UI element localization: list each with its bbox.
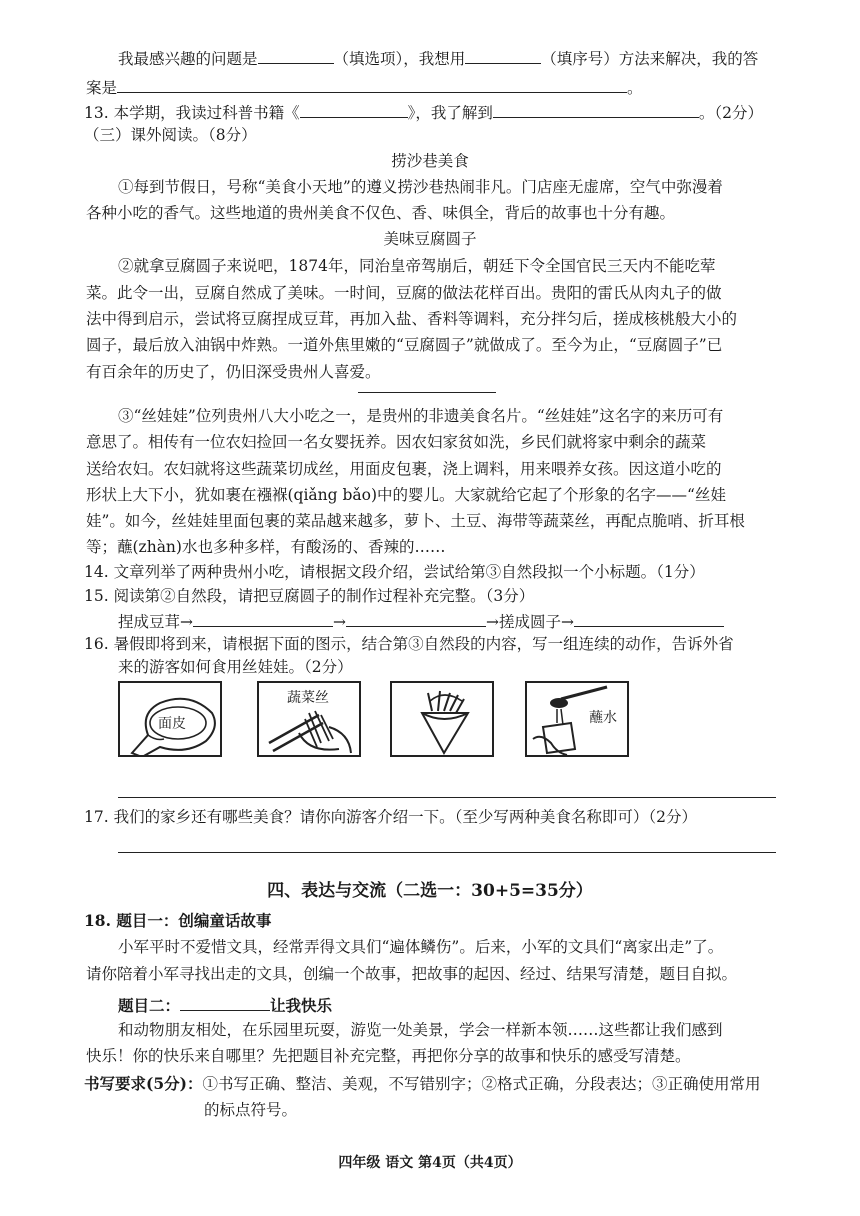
picture-wrapper <box>118 681 222 757</box>
para1-line1: ①每到节假日，号称“美食小天地”的遵义捞沙巷热闹非凡。门店座无虚席，空气中弥漫着 <box>118 178 723 196</box>
picture-label-wrapper: 面皮 <box>158 716 186 732</box>
para2-line5: 有百余年的历史了，仍旧深受贵州人喜爱。 <box>86 363 381 381</box>
q15-blank-step3[interactable] <box>346 609 486 627</box>
q18-topic2-title-a: 题目二： <box>118 996 181 1015</box>
q12-line1 <box>118 46 758 70</box>
q18-requirements-label: 书写要求(5分)： <box>84 1074 203 1093</box>
q12-line2 <box>86 75 643 99</box>
para3-line5: 娃”。如今，丝娃娃里面包裹的菜品越来越多，萝卜、土豆、海带等蔬菜丝，再配点脆哨、折耳根 <box>86 512 745 530</box>
q18-topic2-title-b: 让我快乐 <box>270 996 333 1015</box>
q18-requirements <box>84 1073 760 1095</box>
picture-wrapped <box>390 681 494 757</box>
picture-dipping-sauce <box>525 681 629 757</box>
q16-number: 16. <box>84 635 109 653</box>
q15-text: 阅读第②自然段，请把豆腐圆子的制作过程补充完整。（3分） <box>113 587 535 605</box>
para2-line4: 圆子，最后放入油锅中炸熟。一道外焦里嫩的“豆腐圆子”就做成了。至今为止，“豆腐圆子”已 <box>86 336 723 354</box>
q12-text-c: （填序号）方法来解决，我的答 <box>541 50 759 68</box>
q12-answer-label: 案是 <box>86 79 118 97</box>
para3-subtitle-blank[interactable] <box>358 392 496 393</box>
q13-number: 13. <box>84 104 109 122</box>
q18-topic1-title: 题目一：创编童话故事 <box>116 911 272 930</box>
q17 <box>84 806 697 828</box>
q15-number: 15. <box>84 587 109 605</box>
q15-blank-step5[interactable] <box>574 609 724 627</box>
q12-blank-method[interactable] <box>465 46 541 64</box>
q16 <box>84 633 734 655</box>
picture-label-sauce: 蘸水 <box>589 710 617 726</box>
q16-answer-line[interactable] <box>118 797 776 798</box>
q14-number: 14. <box>84 563 109 581</box>
q14-text: 文章列举了两种贵州小吃，请根据文段介绍，尝试给第③自然段拟一个小标题。（1分） <box>113 563 705 581</box>
q12-blank-option[interactable] <box>258 46 334 64</box>
para2-line2: 菜。此令一出，豆腐自然成了美味。一时间，豆腐的做法花样百出。贵阳的雷氏从肉丸子的做 <box>86 284 722 302</box>
section4-title: 四、表达与交流（二选一：30+5=35分） <box>267 881 593 901</box>
q13 <box>84 100 763 124</box>
article-title: 捞沙巷美食 <box>391 152 469 170</box>
q13-blank-book[interactable] <box>300 100 408 118</box>
para2-line3: 法中得到启示，尝试将豆腐捏成豆茸，再加入盐、香料等调料，充分拌匀后，搓成核桃般大小的 <box>86 310 738 328</box>
q16-text-line2: 来的游客如何食用丝娃娃。（2分） <box>118 658 353 676</box>
para3-line2: 意思了。相传有一位农妇捡回一名女婴抚养。因农妇家贫如洗，乡民们就将家中剩余的蔬菜 <box>86 433 707 451</box>
q18-topic2-line1: 和动物朋友相处，在乐园里玩耍，游览一处美景，学会一样新本领……这些都让我们感到 <box>118 1021 723 1039</box>
para3-line3: 送给农妇。农妇就将这些蔬菜切成丝，用面皮包裹，浇上调料，用来喂养女孩。因这道小吃的 <box>86 460 722 478</box>
q18-topic1-line2: 请你陪着小军寻找出走的文具，创编一个故事，把故事的起因、经过、结果写清楚，题目自拟。 <box>86 965 738 983</box>
q13-text-b: 》，我了解到 <box>407 104 493 122</box>
q15-arrow: → <box>333 613 346 631</box>
q12-text-a: 我最感兴趣的问题是 <box>118 50 258 68</box>
q13-text-c: 。（2分） <box>698 104 763 122</box>
q12-text-b: （填选项），我想用 <box>333 50 466 68</box>
subtitle-tofu-balls: 美味豆腐圆子 <box>383 230 477 248</box>
picture-vegetables <box>257 681 361 757</box>
q13-text-a: 本学期，我读过科普书籍《 <box>113 104 300 122</box>
q18-requirements-line2: 的标点符号。 <box>204 1101 298 1119</box>
para2-line1: ②就拿豆腐圆子来说吧，1874年，同治皇帝驾崩后，朝廷下令全国官民三天内不能吃荤 <box>118 257 716 275</box>
section3-title: （三）课外阅读。（8分） <box>84 126 257 144</box>
para3-line6: 等；蘸(zhàn)水也多种多样，有酸汤的、香辣的…… <box>86 538 446 556</box>
q18-topic1-line1: 小军平时不爱惜文具，经常弄得文具们“遍体鳞伤”。后来，小军的文具们“离家出走”了。 <box>118 938 724 956</box>
para3-line1: ③“丝娃娃”位列贵州八大小吃之一，是贵州的非遗美食名片。“丝娃娃”这名字的来历可有 <box>118 407 724 425</box>
q15-steps <box>118 609 724 633</box>
q16-text-line1: 暑假即将到来，请根据下面的图示，结合第③自然段的内容，写一组连续的动作，告诉外省 <box>113 635 734 653</box>
para3-line4: 形状上大下小，犹如裹在襁褓(qiǎng bǎo)中的婴儿。大家就给它起了个形象的名字——“丝娃 <box>86 486 726 504</box>
q18-topic2-line2: 快乐！你的快乐来自哪里？先把题目补充完整，再把你分享的故事和快乐的感受写清楚。 <box>86 1047 691 1065</box>
q12-period: 。 <box>627 79 643 97</box>
q17-number: 17. <box>84 808 109 826</box>
q12-blank-answer[interactable] <box>117 75 627 93</box>
q18-requirements-line1: ①书写正确、整洁、美观，不写错别字；②格式正确，分段表达；③正确使用常用 <box>202 1075 761 1093</box>
q17-text: 我们的家乡还有哪些美食？请你向游客介绍一下。（至少写两种美食名称即可）（2分） <box>113 808 697 826</box>
q15-step-rolling: →搓成圆子→ <box>486 613 574 631</box>
q14 <box>84 561 705 583</box>
q15 <box>84 585 534 607</box>
picture-label-vegetables: 蔬菜丝 <box>287 690 329 706</box>
q13-blank-learned[interactable] <box>493 100 699 118</box>
q18-topic2-blank[interactable] <box>180 993 270 1011</box>
q18-topic2-heading <box>118 993 332 1017</box>
wrapped-siwawa-icon <box>392 683 494 757</box>
q18-topic1-heading <box>84 910 271 932</box>
q15-blank-step2[interactable] <box>193 609 333 627</box>
q17-answer-line[interactable] <box>118 852 776 853</box>
page-footer: 四年级 语文 第4页（共4页） <box>338 1155 522 1171</box>
para1-line2: 各种小吃的香气。这些地道的贵州美食不仅色、香、味俱全，背后的故事也十分有趣。 <box>86 204 676 222</box>
q18-number: 18. <box>84 911 111 930</box>
q15-step-1: 捏成豆茸→ <box>118 613 193 631</box>
